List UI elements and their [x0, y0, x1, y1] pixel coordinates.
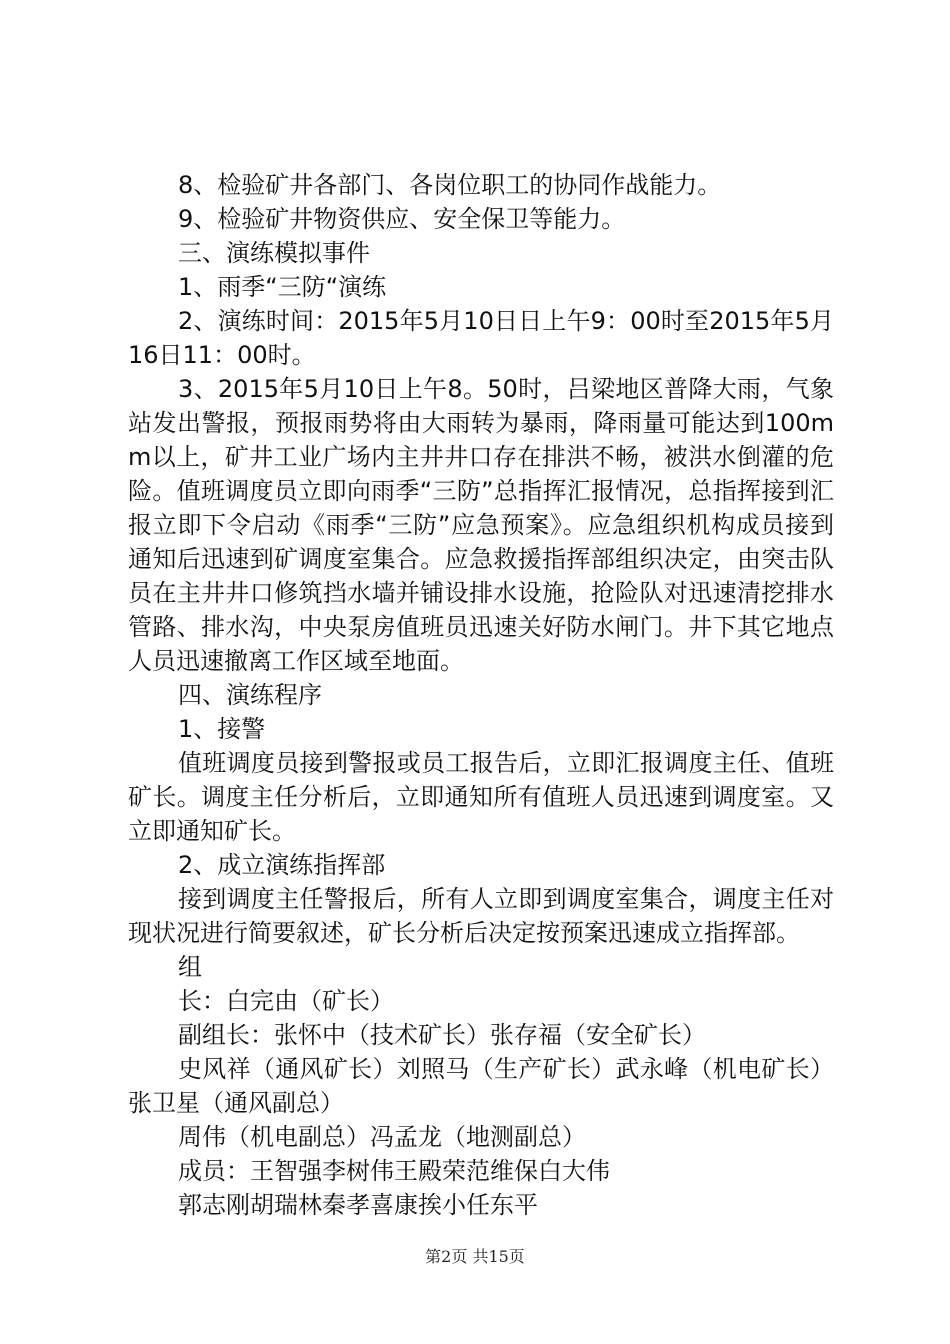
section4-item-1: 1、接警: [178, 715, 266, 743]
deputy-leaders-continued: 史风祥（通风矿长）刘照马（生产矿长）武永峰（机电矿长）张卫星（通风副总）: [128, 1055, 834, 1117]
section3-item-2: 2、演练时间：2015年5月10日日上午9：00时至2015年5月16日11：00时。: [128, 307, 834, 369]
members-continued: 郭志刚胡瑞林秦孝喜康挨小任东平: [178, 1191, 538, 1219]
page-number: 第2页 共15页: [425, 1247, 525, 1266]
document-body: [128, 168, 834, 1222]
page-footer: [0, 1244, 950, 1267]
list-item-9: 9、检验矿井物资供应、安全保卫等能力。: [178, 205, 626, 233]
section4-item-2-body: 接到调度主任警报后，所有人立即到调度室集合，调度主任对现状况进行简要叙述，矿长分析后决定按预案迅速成立指挥部。: [128, 885, 834, 947]
deputy-leaders-continued-2: 周伟（机电副总）冯孟龙（地测副总）: [178, 1123, 586, 1151]
section4-item-1-body: 值班调度员接到警报或员工报告后，立即汇报调度主任、值班矿长。调度主任分析后，立即通知所有值班人员迅速到调度室。又立即通知矿长。: [128, 749, 834, 845]
group-leader: 长：白完由（矿长）: [178, 987, 394, 1015]
list-item-8: 8、检验矿井各部门、各岗位职工的协同作战能力。: [178, 171, 722, 199]
section-heading-3: 三、演练模拟事件: [178, 239, 370, 267]
group-label: 组: [178, 953, 202, 981]
section3-item-3: 3、2015年5月10日上午8。50时，吕梁地区普降大雨，气象站发出警报，预报雨势将由大雨转为暴雨，降雨量可能达到100mm以上，矿井工业广场内主井井口存在排洪不畅，被洪水倒灌的危险。值班调度员立即向雨季“三防”总指挥汇报情况，总指挥接到汇报立即下令启动《雨季“三防”应急预案》。应急组织机构成员接到通知后迅速到矿调度室集合。应急救援指挥部组织决定，由突击队员在主井井口修筑挡水墙并铺设排水设施，抢险队对迅速清挖排水管路、排水沟，中央泵房值班员迅速关好防水闸门。井下其它地点人员迅速撤离工作区域至地面。: [128, 375, 834, 675]
members: 成员：王智强李树伟王殿荣范维保白大伟: [178, 1157, 610, 1185]
section4-item-2: 2、成立演练指挥部: [178, 851, 386, 879]
section3-item-1: 1、雨季“三防“演练: [178, 273, 387, 301]
section-heading-4: 四、演练程序: [178, 681, 322, 709]
deputy-leaders: 副组长：张怀中（技术矿长）张存福（安全矿长）: [178, 1021, 706, 1049]
